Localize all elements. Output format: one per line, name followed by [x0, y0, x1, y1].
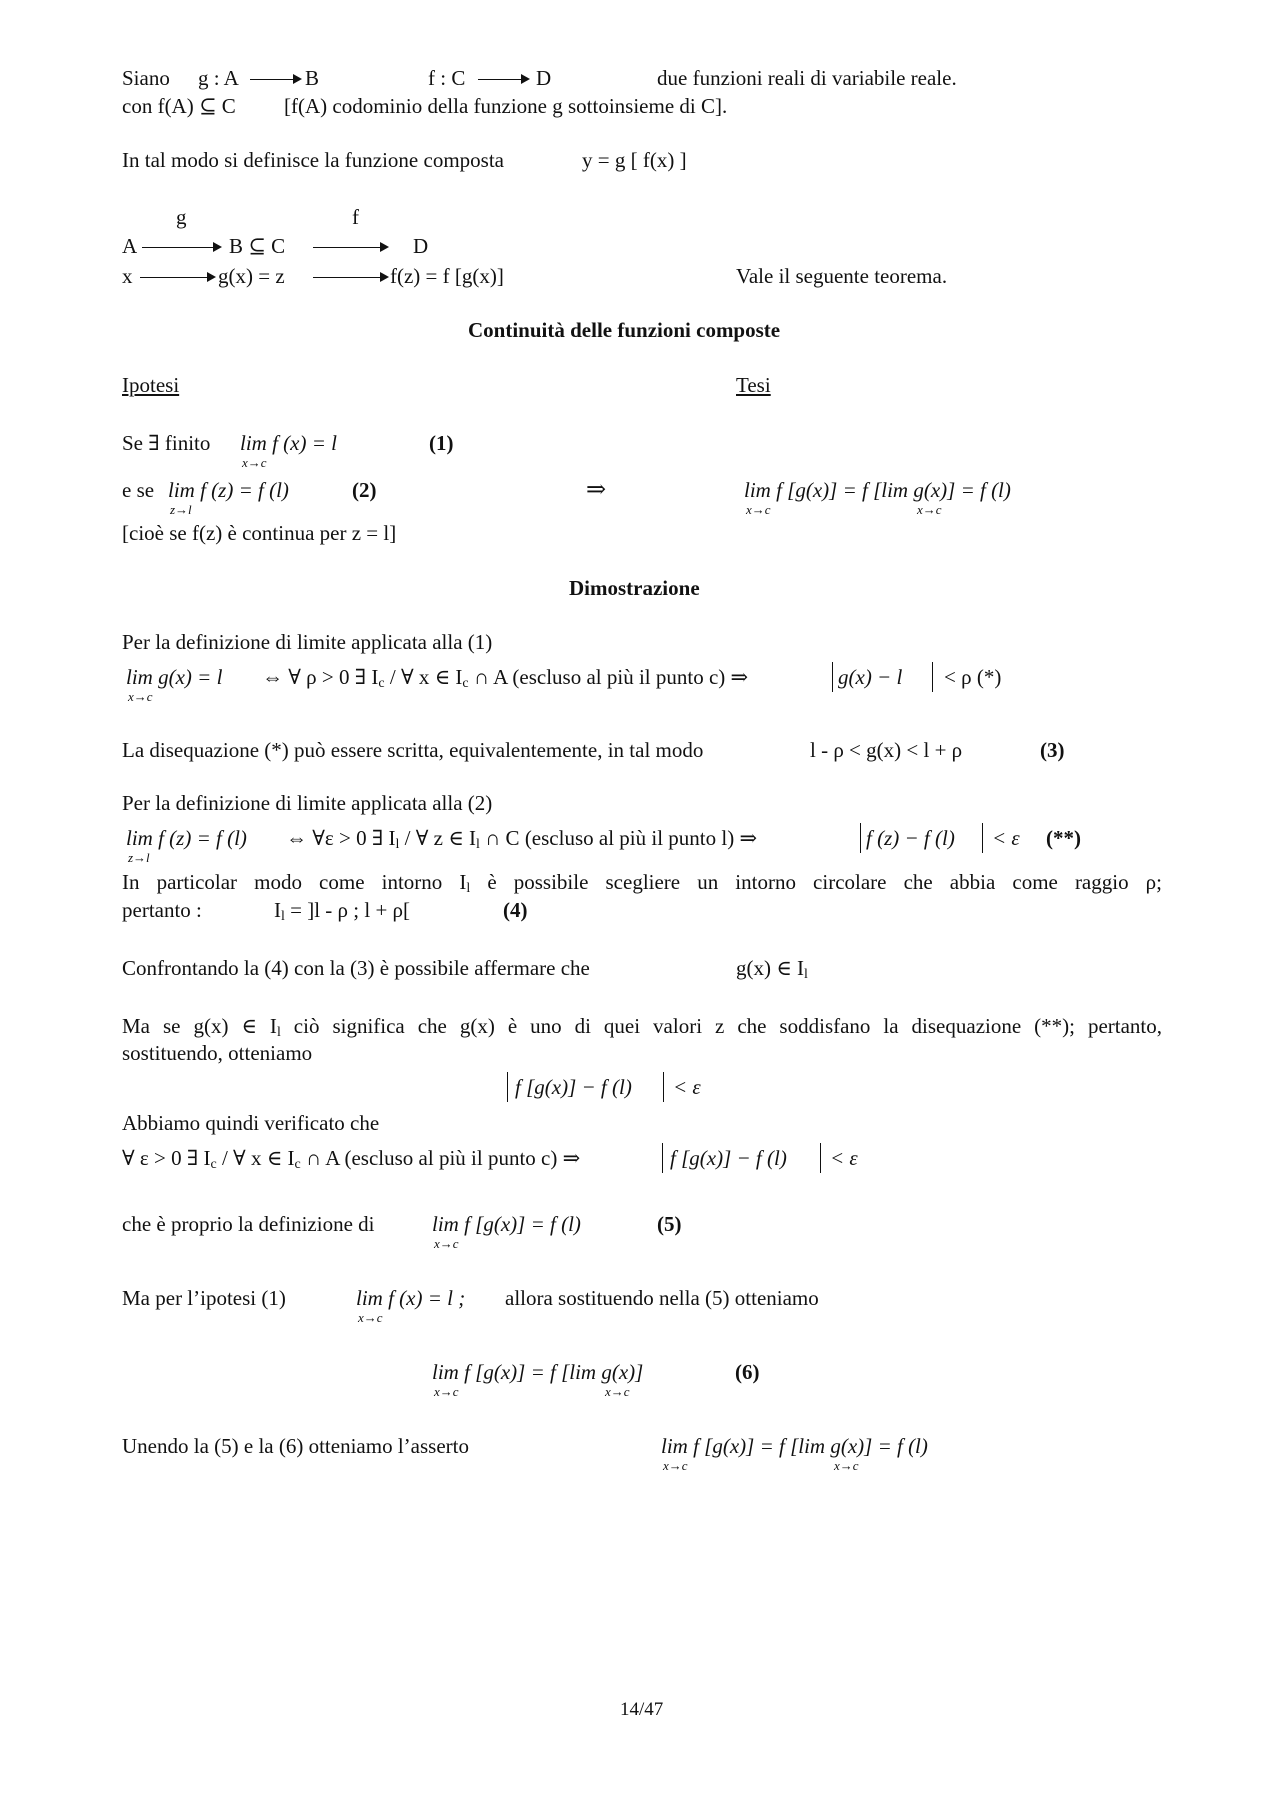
hyp-limit-1: lim f (x) = l [240, 431, 337, 455]
hyp-e-se: e se [122, 478, 155, 502]
proof-limit-6-sub2: x→c [605, 1384, 630, 1399]
proof-less-eps: < ε [992, 826, 1020, 850]
tag-1: (1) [429, 431, 454, 455]
proof-def-2: Per la definizione di limite applicata alla (2) [122, 791, 493, 815]
diagram-fz: f(z) = f [g(x)] [390, 264, 504, 288]
proof-disequazione: La disequazione (*) può essere scritta, equivalentemente, in tal modo [122, 738, 704, 762]
proof-conclusion: lim f [g(x)] = f [lim g(x)] = f (l) [661, 1434, 928, 1458]
arrow-f-intro [478, 79, 528, 80]
proof-abbiamo: Abbiamo quindi verificato che [122, 1111, 380, 1135]
abs-bar-left [832, 662, 833, 692]
implies-arrow: ⇒ [586, 477, 607, 503]
proof-abs-fgx-fl: f [g(x)] − f (l) [515, 1075, 632, 1099]
arrow-A-B [142, 247, 220, 248]
proof-abs-gx-l: g(x) − l [838, 665, 903, 689]
proof-intorno-def: Il = ]l - ρ ; l + ρ[ [274, 898, 411, 924]
tag-4: (4) [503, 898, 528, 922]
arrow-z-fz [313, 277, 387, 278]
proof-limit-6-sub1: x→c [434, 1384, 459, 1399]
proof-ineq-3: l - ρ < g(x) < l + ρ [810, 738, 963, 762]
arrow-x-gx [140, 277, 214, 278]
intro-B: B [305, 66, 320, 90]
intro-D: D [536, 66, 552, 90]
diagram-B-sub-C: B ⊆ C [229, 234, 286, 258]
proof-ipotesi-1: Ma per l’ipotesi (1) [122, 1286, 286, 1310]
abs-bar-right-3 [663, 1072, 664, 1102]
proof-def-1: Per la definizione di limite applicata alla (1) [122, 630, 493, 654]
proof-sostituendo-5: allora sostituendo nella (5) otteniamo [505, 1286, 819, 1310]
tag-3: (3) [1040, 738, 1065, 762]
hyp-se-esiste: Se ∃ finito [122, 431, 211, 455]
tesi-formula-sub1: x→c [746, 502, 771, 517]
proof-pertanto: pertanto : [122, 898, 202, 922]
diagram-A: A [122, 234, 138, 258]
diagram-gx-eq-z: g(x) = z [218, 264, 285, 288]
proof-definizione-di: che è proprio la definizione di [122, 1212, 375, 1236]
diagram-g-label: g [176, 205, 187, 229]
tag-5: (5) [657, 1212, 682, 1236]
arrow-g-intro [250, 79, 300, 80]
proof-limit-5-sub: x→c [434, 1236, 459, 1251]
label-tesi: Tesi [736, 373, 771, 397]
proof-gx-in-Il: g(x) ∈ Il [736, 956, 808, 982]
proof-limit-5: lim f [g(x)] = f (l) [432, 1212, 581, 1236]
proof-sostituendo: sostituendo, otteniamo [122, 1041, 313, 1065]
proof-confrontando: Confrontando la (4) con la (3) è possibile affermare che [122, 956, 590, 980]
intro-codominio: [f(A) codominio della funzione g sottoinsieme di C]. [284, 94, 728, 118]
proof-less-rho: < ρ (*) [944, 665, 1002, 689]
tag-2: (2) [352, 478, 377, 502]
proof-ma-se-line: Ma se g(x) ∈ Il ciò significa che g(x) è uno di quei valori z che soddisfano la disequazione (**); pertanto, [122, 1014, 1163, 1040]
page-number: 14/47 [620, 1699, 664, 1720]
proof-limit-gx-sub: x→c [128, 689, 153, 704]
proof-line5-text: ⇔ ∀ε > 0 ∃ Il / ∀ z ∈ Il ∩ C (escluso al più il punto l) ⇒ [286, 826, 758, 852]
hyp-limit-2: lim f (z) = f (l) [168, 478, 289, 502]
intro-g-map: g : A [198, 66, 239, 90]
proof-line2-text: ⇔ ∀ ρ > 0 ∃ Ic / ∀ x ∈ Ic ∩ A (escluso al più il punto c) ⇒ [262, 665, 749, 691]
proof-limit-6: lim f [g(x)] = f [lim g(x)] [432, 1360, 644, 1384]
tesi-formula: lim f [g(x)] = f [lim g(x)] = f (l) [744, 478, 1011, 502]
proof-limit-fz: lim f (z) = f (l) [126, 826, 247, 850]
abs-bar-left-3 [507, 1072, 508, 1102]
diagram-f-label: f [352, 205, 359, 229]
proof-forall-line: ∀ ε > 0 ∃ Ic / ∀ x ∈ Ic ∩ A (escluso al più il punto c) ⇒ [122, 1146, 581, 1172]
intro-due-funzioni: due funzioni reali di variabile reale. [657, 66, 957, 90]
theorem-note: Vale il seguente teorema. [736, 264, 948, 288]
proof-limit-gx: lim g(x) = l [126, 665, 223, 689]
proof-conclusion-sub1: x→c [663, 1458, 688, 1473]
intro-fA-subset: con f(A) ⊆ C [122, 94, 236, 118]
proof-abs-fgx-fl-2: f [g(x)] − f (l) [670, 1146, 787, 1170]
proof-abs-fz-fl: f (z) − f (l) [866, 826, 955, 850]
abs-bar-right-2 [982, 823, 983, 853]
intro-composta: In tal modo si definisce la funzione composta [122, 148, 504, 172]
proof-intorno-line: In particolar modo come intorno Il è possibile scegliere un intorno circolare che abbia come raggio ρ; [122, 870, 1162, 896]
proof-limit-fx-l-sub: x→c [358, 1310, 383, 1325]
intro-y-eq: y = g [ f(x) ] [582, 148, 687, 172]
diagram-x: x [122, 264, 133, 288]
tesi-formula-sub2: x→c [917, 502, 942, 517]
label-ipotesi: Ipotesi [122, 373, 180, 397]
section-heading-dimostrazione: Dimostrazione [569, 576, 700, 600]
tag-star-star: (**) [1046, 826, 1081, 850]
proof-limit-fx-l: lim f (x) = l ; [356, 1286, 466, 1310]
proof-less-eps-2: < ε [673, 1075, 701, 1099]
abs-bar-left-4 [662, 1143, 663, 1173]
hyp-limit-2-sub: z→l [170, 502, 192, 517]
proof-unendo: Unendo la (5) e la (6) otteniamo l’asserto [122, 1434, 469, 1458]
arrow-C-D [313, 247, 387, 248]
abs-bar-left-2 [860, 823, 861, 853]
intro-siano: Siano [122, 66, 170, 90]
proof-conclusion-sub2: x→c [834, 1458, 859, 1473]
hyp-cioe: [cioè se f(z) è continua per z = l] [122, 521, 397, 545]
section-heading-continuita: Continuità delle funzioni composte [468, 318, 781, 342]
proof-limit-fz-sub: z→l [128, 850, 150, 865]
proof-less-eps-3: < ε [830, 1146, 858, 1170]
abs-bar-right [932, 662, 933, 692]
tag-6: (6) [735, 1360, 760, 1384]
abs-bar-right-4 [820, 1143, 821, 1173]
intro-f-map: f : C [428, 66, 466, 90]
hyp-limit-1-sub: x→c [242, 455, 267, 470]
diagram-D: D [413, 234, 429, 258]
